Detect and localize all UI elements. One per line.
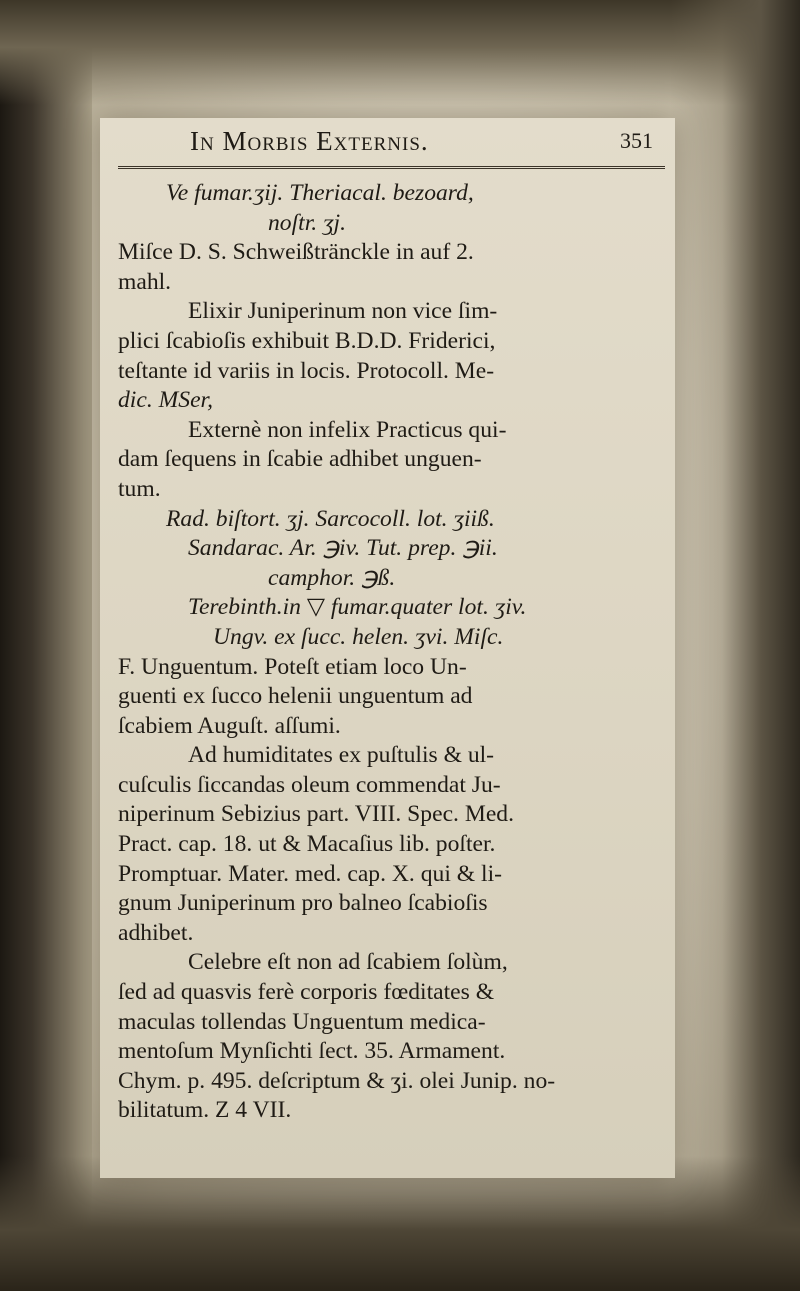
text-line: guenti ex ſucco helenii unguentum ad	[118, 683, 473, 710]
printed-page	[100, 118, 675, 1178]
body-text	[118, 179, 665, 1126]
text-line: Elixir Juniperinum non vice ſim-	[188, 298, 498, 325]
book-binding-gutter	[0, 0, 92, 1291]
running-head-title: In Morbis Externis.	[190, 126, 429, 156]
text-line: Promptuar. Mater. med. cap. X. qui & li-	[118, 860, 502, 887]
page-number: 351	[620, 128, 653, 153]
text-line: Chym. p. 495. deſcriptum & ʒi. olei Junip. no-	[118, 1067, 556, 1094]
text-line: Ad humiditates ex puſtulis & ul-	[188, 742, 495, 769]
running-head	[118, 126, 665, 169]
right-dark-edge	[670, 0, 800, 1291]
text-line: dam ſequens in ſcabie adhibet unguen-	[118, 446, 482, 473]
text-line: Pract. cap. 18. ut & Macaſius lib. poſter.	[118, 831, 496, 858]
text-line: teſtante id variis in locis. Protocoll. Me-	[118, 357, 495, 384]
text-line: Ungv. ex ſucc. helen. ʒvi. Miſc.	[213, 623, 504, 650]
text-line: camphor. ℈ß.	[268, 564, 396, 591]
text-line: mentoſum Mynſichti ſect. 35. Armament.	[118, 1038, 506, 1065]
text-line: ſcabiem Auguſt. aſſumi.	[118, 712, 341, 739]
text-line: noſtr. ʒj.	[268, 209, 346, 236]
text-line: adhibet.	[118, 919, 194, 946]
text-line: Miſce D. S. Schweißtränckle in auf 2.	[118, 239, 474, 266]
text-line: ſed ad quasvis ferè corporis fœditates &	[118, 979, 495, 1006]
text-line: gnum Juniperinum pro balneo ſcabioſis	[118, 890, 488, 917]
text-line: Rad. biſtort. ʒj. Sarcocoll. lot. ʒiiß.	[166, 505, 495, 532]
text-line: Externè non infelix Practicus qui-	[188, 416, 507, 443]
text-line: Celebre eſt non ad ſcabiem ſolùm,	[188, 949, 508, 976]
text-line: plici ſcabioſis exhibuit B.D.D. Friderici,	[118, 327, 496, 354]
text-line: maculas tollendas Unguentum medica-	[118, 1008, 486, 1035]
text-line: Terebinth.in ▽ fumar.quater lot. ʒiv.	[188, 594, 527, 621]
text-line: Sandarac. Ar. ℈iv. Tut. prep. ℈ii.	[188, 535, 498, 562]
text-line: niperinum Sebizius part. VIII. Spec. Med.	[118, 801, 514, 828]
text-line: mahl.	[118, 268, 172, 295]
text-line: bilitatum. Z 4 VII.	[118, 1097, 292, 1124]
text-line: dic. MSer,	[118, 387, 214, 414]
text-line: Ve fumar.ʒij. Theriacal. bezoard,	[166, 180, 474, 206]
page-content	[118, 126, 665, 1126]
text-line: F. Unguentum. Poteſt etiam loco Un-	[118, 653, 467, 680]
text-line: cuſculis ſiccandas oleum commendat Ju-	[118, 771, 501, 798]
text-line: tum.	[118, 475, 161, 502]
